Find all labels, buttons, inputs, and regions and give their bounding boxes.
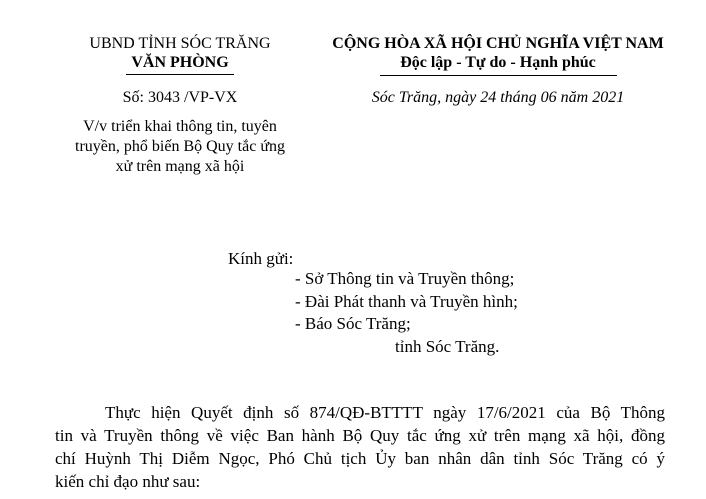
document-subject — [60, 117, 300, 177]
subject-line: truyền, phổ biến Bộ Quy tắc ứng — [75, 138, 285, 155]
document-date: Sóc Trăng, ngày 24 tháng 06 năm 2021 — [371, 89, 625, 106]
body-line: tin và Truyền thông về việc Ban hành Bộ Quy tắc ứng xử trên mạng xã hội, đồng — [55, 426, 665, 445]
subject-line: xử trên mạng xã hội — [115, 158, 245, 175]
subject-line: V/v triển khai thông tin, tuyên — [83, 118, 277, 135]
issuing-authority: UBND TỈNH SÓC TRĂNG — [89, 35, 271, 52]
issuing-office: VĂN PHÒNG — [131, 54, 229, 71]
greeting: Kính gửi: — [228, 249, 294, 268]
national-title: CỘNG HÒA XÃ HỘI CHỦ NGHĨA VIỆT NAM — [332, 35, 664, 52]
office-underline — [126, 74, 234, 75]
recipient-location: tỉnh Sóc Trăng. — [395, 337, 500, 356]
body-line: kiến chỉ đạo như sau: — [55, 472, 201, 491]
national-motto: Độc lập - Tự do - Hạnh phúc — [400, 54, 596, 71]
document-number: Số: 3043 /VP-VX — [122, 89, 238, 106]
motto-underline — [380, 75, 617, 76]
body-line: chí Huỳnh Thị Diễm Ngọc, Phó Chủ tịch Ủy ban nhân dân tỉnh Sóc Trăng có ý — [55, 449, 665, 468]
recipient-item: - Báo Sóc Trăng; — [295, 314, 411, 333]
body-line: Thực hiện Quyết định số 874/QĐ-BTTTT ngày 17/6/2021 của Bộ Thông — [105, 403, 665, 422]
recipient-item: - Đài Phát thanh và Truyền hình; — [295, 292, 518, 311]
recipient-item: - Sở Thông tin và Truyền thông; — [295, 269, 515, 288]
